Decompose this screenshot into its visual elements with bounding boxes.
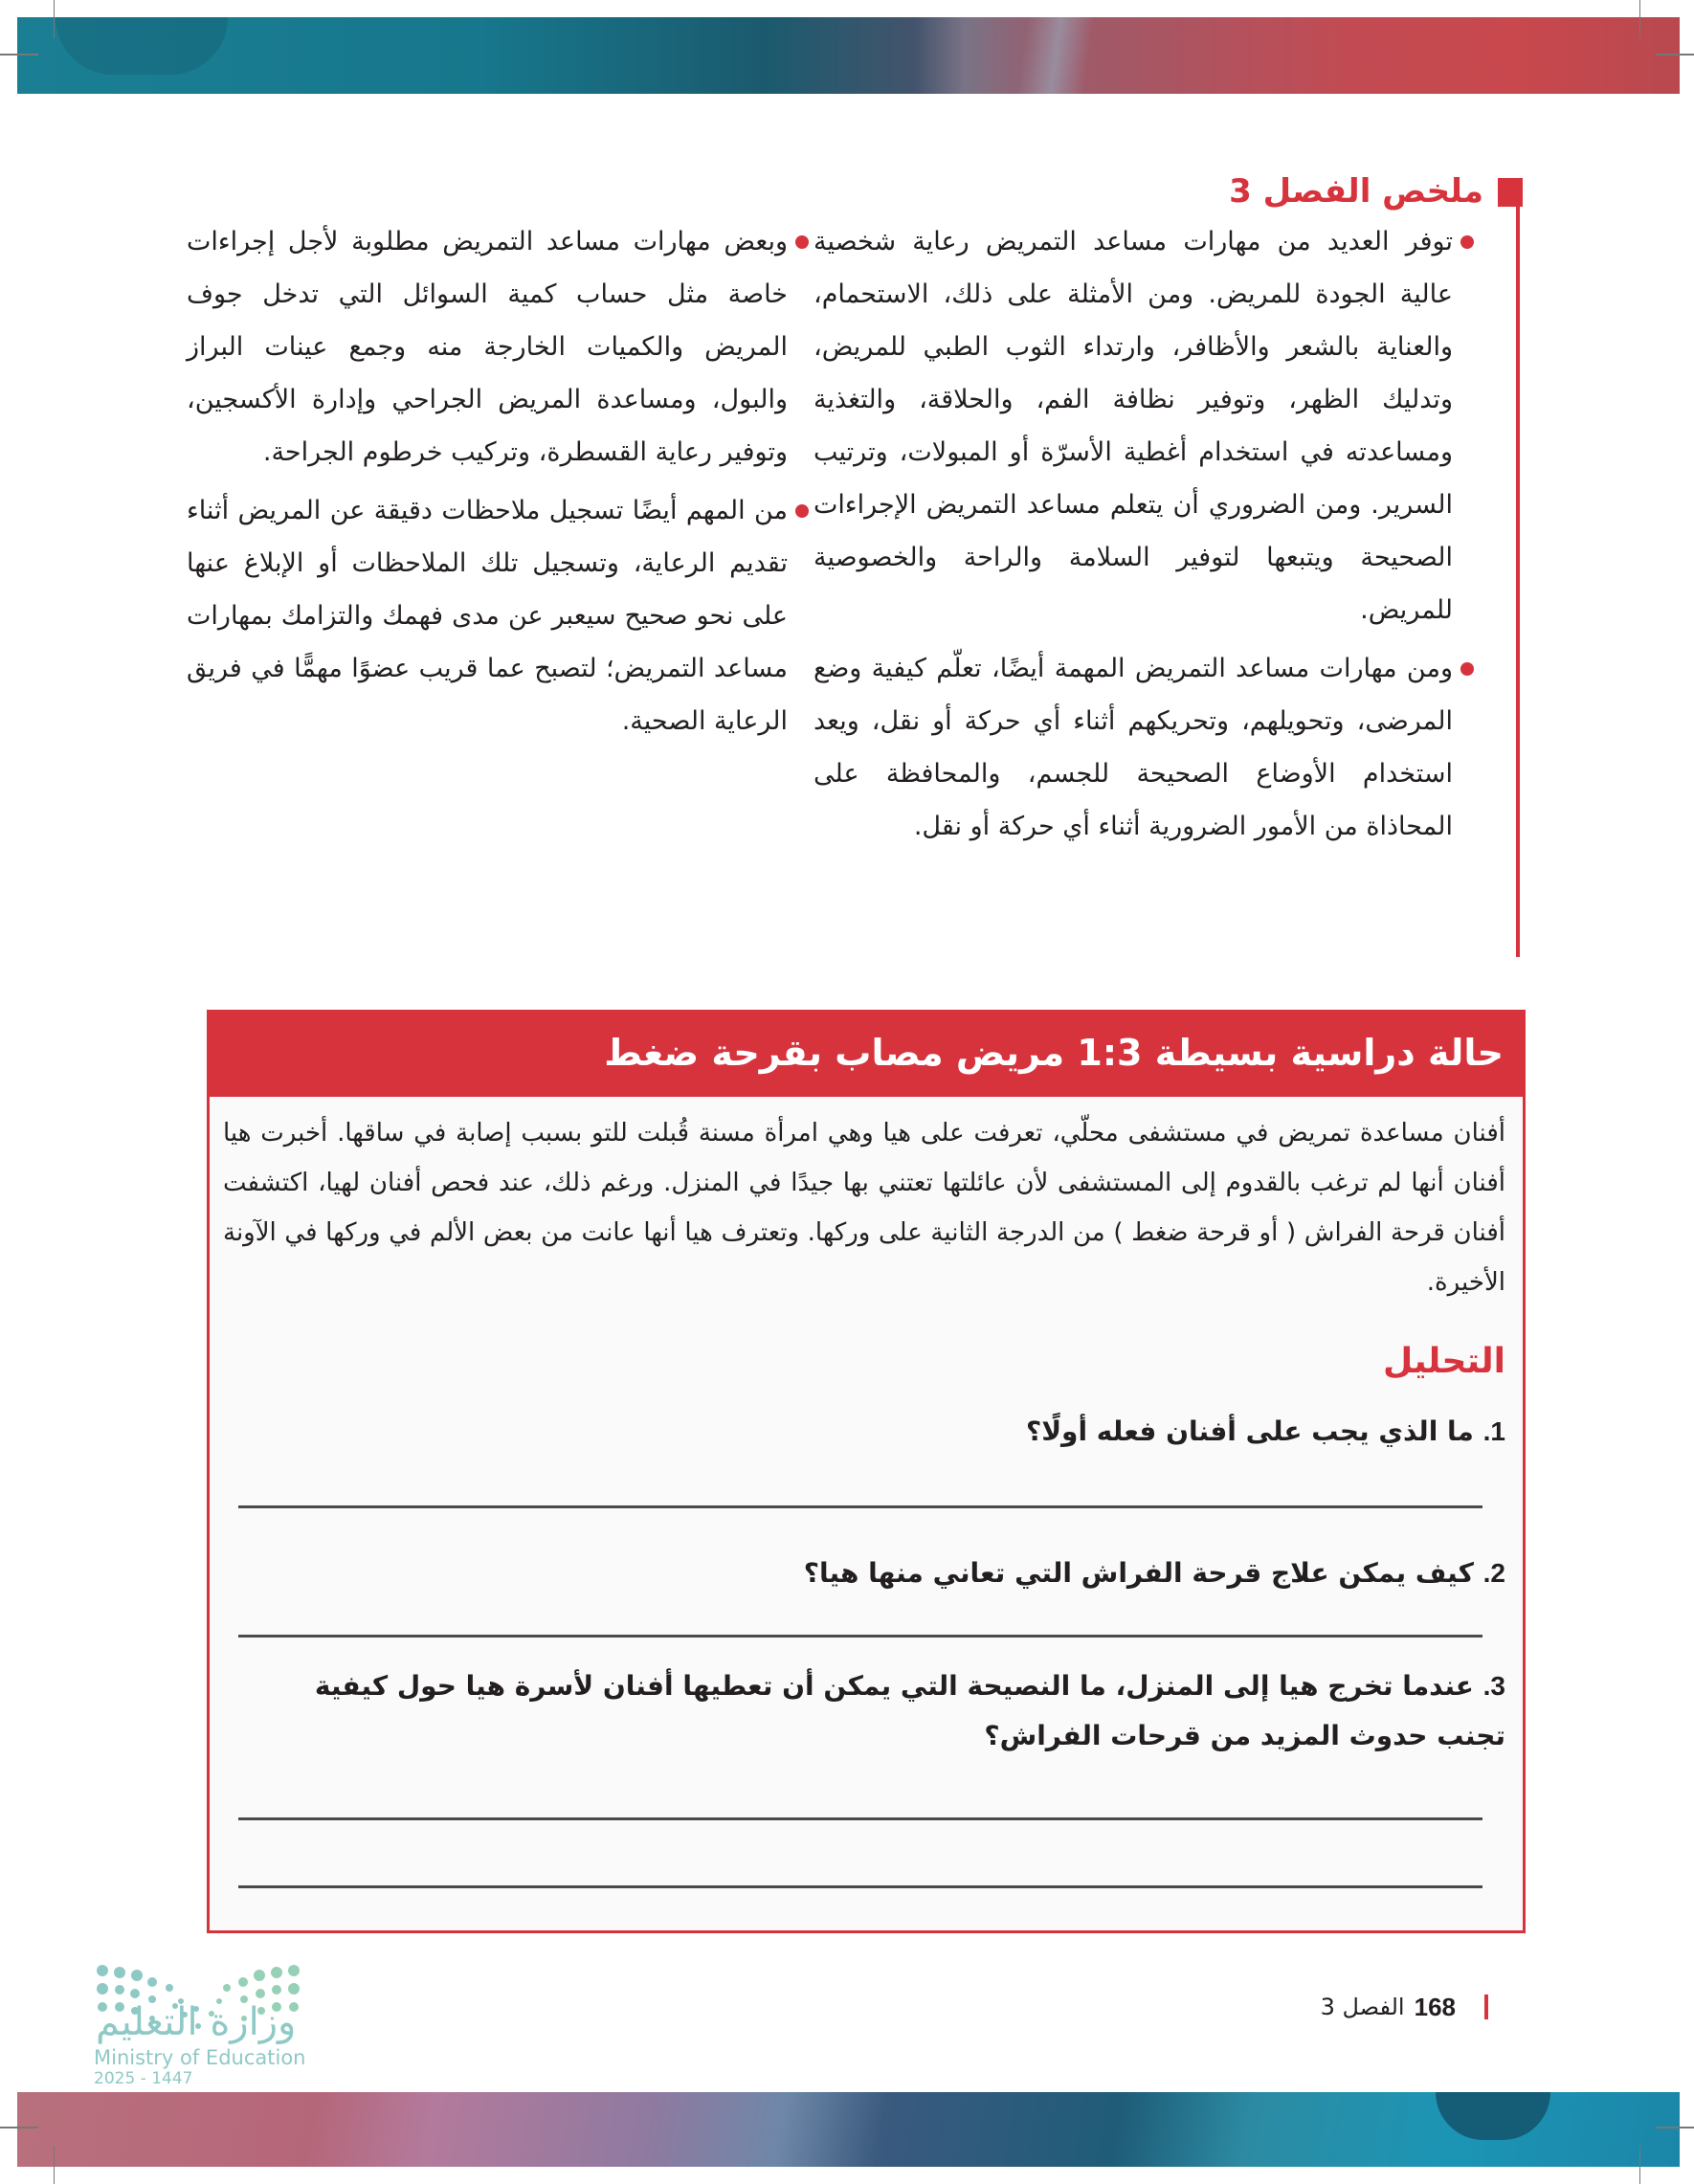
crop-mark: [54, 0, 55, 38]
case-study-header: [210, 1013, 1523, 1097]
summary-bullet-text: وبعض مهارات مساعد التمريض مطلوبة لأجل إجراءات خاصة مثل حساب كمية السوائل التي تدخل جوف المريض والكميات الخارجة منه وجمع عينات البراز والبول، ومساعدة المريض الجراحي وإدارة الأكسجين، وتوفير رعاية القسطرة، وتركيب خرطوم الجراحة.: [187, 227, 788, 467]
case-study-body: أفنان مساعدة تمريض في مستشفى محلّي، تعرفت على هيا وهي امرأة مسنة قُبلت للتو بسبب إصابة في ساقها. أخبرت هيا أفنان أنها لم ترغب بالقدوم إلى المستشفى لأن عائلتها تعتني بها جيدًا في المنزل. ورغم ذلك، عند فحص أفنان لهيا، اكتشفت أفنان قرحة الفراش ( أو قرحة ضغط ) من الدرجة الثانية على وركها. وتعترف هيا أنها عانت من بعض الألم في وركها في الآونة الأخيرة.: [223, 1119, 1505, 1297]
summary-bullet: [814, 642, 1474, 853]
ministry-name-arabic: وزارة التعليم: [96, 2000, 297, 2044]
logo-dot: [272, 1985, 281, 1995]
chapter-label: الفصل 3: [1320, 1994, 1405, 2020]
question-3: [248, 1661, 1505, 1761]
answer-line[interactable]: [238, 1817, 1482, 1820]
logo-dot: [97, 1965, 108, 1976]
case-study-box: [207, 1010, 1526, 1933]
question-number: 3.: [1482, 1671, 1505, 1701]
summary-right-column: [814, 215, 1474, 858]
question-text: كيف يمكن علاج قرحة الفراش التي تعاني منها هيا؟: [803, 1557, 1474, 1589]
banner-glow: [1016, 17, 1094, 94]
bullet-icon: [795, 235, 809, 249]
analysis-title: التحليل: [1382, 1342, 1505, 1381]
footer-divider: [1484, 1995, 1488, 2019]
page-number: 168: [1414, 1993, 1456, 2021]
top-banner: [17, 17, 1680, 94]
bullet-icon: [1460, 235, 1474, 249]
answer-line[interactable]: [238, 1885, 1482, 1888]
ministry-year: 2025 - 1447: [94, 2069, 193, 2088]
logo-dot: [97, 1983, 108, 1995]
question-text: ما الذي يجب على أفنان فعله أولًا؟: [1025, 1415, 1474, 1447]
crop-mark: [0, 54, 38, 56]
crop-mark: [1639, 0, 1640, 38]
bullet-icon: [795, 504, 809, 518]
answer-line[interactable]: [238, 1635, 1482, 1638]
banner-wave: [1436, 2092, 1550, 2140]
bottom-banner: [17, 2092, 1680, 2167]
summary-bullet: [187, 484, 809, 747]
summary-bullet-text: من المهم أيضًا تسجيل ملاحظات دقيقة عن المريض أثناء تقديم الرعاية، وتسجيل تلك الملاحظات أو الإبلاغ عنها على نحو صحيح سيعبر عن مدى فهمك والتزامك بمهارات مساعد التمريض؛ لتصبح عما قريب عضوًا مهمًّا في فريق الرعاية الصحية.: [187, 496, 788, 736]
logo-dot: [288, 1983, 300, 1995]
page-footer: [1321, 1991, 1488, 2023]
question-number: 2.: [1482, 1558, 1505, 1588]
question-1: [248, 1407, 1505, 1457]
logo-dot: [238, 1977, 248, 1987]
logo-dot: [147, 1977, 157, 1987]
summary-left-column: [187, 215, 809, 753]
section-rule: [1516, 196, 1520, 957]
crop-mark: [1656, 54, 1694, 56]
question-2: [248, 1549, 1505, 1598]
crop-mark: [54, 2146, 55, 2184]
banner-wave: [56, 17, 228, 75]
summary-bullet-text: توفر العديد من مهارات مساعد التمريض رعاية شخصية عالية الجودة للمريض. ومن الأمثلة على ذلك، الاستحمام، والعناية بالشعر والأظافر، وارتداء الثوب الطبي للمريض، وتدليك الظهر، وتوفير نظافة الفم، والحلاقة، والتغذية ومساعدته في استخدام أغطية الأسرّة أو المبولات، وترتيب السرير. ومن الضروري أن يتعلم مساعد التمريض الإجراءات الصحيحة ويتبعها لتوفير السلامة والراحة والخصوصية للمريض.: [814, 227, 1453, 625]
logo-dot: [166, 1984, 173, 1992]
logo-dot: [130, 1989, 140, 1998]
logo-dot: [288, 1965, 300, 1976]
logo-dot: [115, 1985, 124, 1995]
question-number: 1.: [1482, 1416, 1505, 1446]
question-text: عندما تخرج هيا إلى المنزل، ما النصيحة التي يمكن أن تعطيها أفنان لأسرة هيا حول كيفية تجنب حدوث المزيد من قرحات الفراش؟: [314, 1670, 1505, 1751]
logo-dot: [131, 1970, 143, 1981]
bullet-icon: [1460, 662, 1474, 676]
summary-title: ملخص الفصل 3: [1229, 172, 1483, 211]
logo-dot: [114, 1967, 125, 1978]
ministry-name-english: Ministry of Education: [94, 2046, 306, 2069]
crop-mark: [1639, 2146, 1640, 2184]
answer-line[interactable]: [238, 1505, 1482, 1508]
crop-mark: [1656, 2127, 1694, 2128]
summary-bullet: [187, 215, 809, 479]
summary-bullet: [814, 215, 1474, 636]
logo-dot: [223, 1984, 231, 1992]
logo-dot: [271, 1967, 282, 1978]
logo-dot: [256, 1989, 265, 1998]
summary-bullet-text: ومن مهارات مساعد التمريض المهمة أيضًا، تعلّم كيفية وضع المرضى، وتحويلهم، وتحريكهم أثناء أي حركة أو نقل، ويعد استخدام الأوضاع الصحيحة للجسم، والمحافظة على المحاذاة من الأمور الضرورية أثناء أي حركة أو نقل.: [814, 654, 1453, 841]
case-study-title: حالة دراسية بسيطة 1:3 مريض مصاب بقرحة ضغط: [604, 1032, 1504, 1074]
crop-mark: [0, 2127, 38, 2128]
logo-dot: [254, 1970, 265, 1981]
